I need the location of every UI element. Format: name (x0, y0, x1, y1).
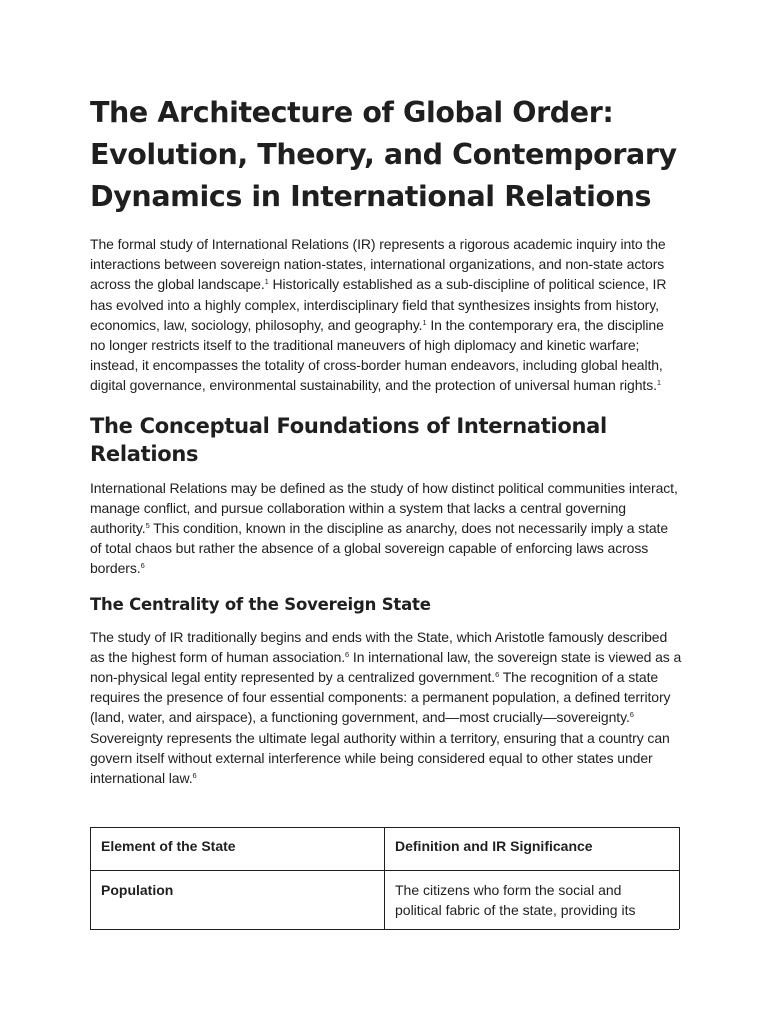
intro-paragraph (90, 234, 682, 396)
footnote-ref[interactable]: 6 (629, 710, 634, 720)
state-elements-table-container (90, 827, 679, 929)
table-row (91, 871, 680, 929)
footnote-ref[interactable]: 6 (345, 649, 350, 659)
intro-text-2: Historically established as a sub-discipline of political science, IR has evolved into a highly complex, interdisciplinary field that synthesizes insights from history, economics, law, sociology, philosophy, and geography. (90, 276, 667, 333)
footnote-ref[interactable]: 1 (264, 277, 269, 287)
footnote-ref[interactable]: 6 (495, 670, 500, 680)
state-text-4: Sovereignty represents the ultimate legal authority within a territory, ensuring that a country can govern itself without external interference while being considered equal to other states under international law. (90, 729, 670, 787)
document-body (90, 92, 682, 930)
document-title: The Architecture of Global Order: Evolution, Theory, and Contemporary Dynamics in International Relations (90, 96, 677, 213)
conceptual-foundations-paragraph (90, 478, 682, 579)
table-header-cell: Element of the State (91, 828, 385, 871)
foundations-text-1: International Relations may be defined as the study of how distinct political communities interact, manage conflict, and pursue collaboration within a system that lacks a central governing authority. (90, 479, 678, 537)
footnote-ref[interactable]: 6 (192, 771, 197, 781)
table-header-row (91, 828, 680, 871)
state-text-1: The study of IR traditionally begins and ends with the State, which Aristotle famously described as the highest form of human association. (90, 628, 668, 665)
state-elements-table (90, 827, 680, 928)
intro-text-1: The formal study of International Relations (IR) represents a rigorous academic inquiry into the interactions between sovereign nation-states, international organizations, and non-state actors across the global landscape. (90, 236, 666, 293)
sovereign-state-paragraph (90, 627, 682, 789)
state-text-2: In international law, the sovereign state is viewed as a non-physical legal entity represented by a centralized government. (90, 648, 682, 686)
subsection-heading-sovereign-state: The Centrality of the Sovereign State (90, 594, 431, 614)
table-cell-definition: The citizens who form the social and political fabric of the state, providing its (385, 871, 680, 929)
table-cell-element: Population (91, 871, 385, 929)
footnote-ref[interactable]: 5 (145, 521, 150, 531)
intro-text-3: In the contemporary era, the discipline no longer restricts itself to the traditional maneuvers of high diplomacy and kinetic warfare; instead, it encompasses the totality of cross-border human endeavors, including global health, digital governance, environmental sustainability, and the protection of universal human rights. (90, 316, 664, 394)
state-text-3: The recognition of a state requires the presence of four essential components: a permanent population, a defined territory (land, water, and airspace), a functioning government, and—most crucially—sovereignty. (90, 669, 671, 726)
section-heading-conceptual-foundations: The Conceptual Foundations of International Relations (90, 413, 607, 466)
table-bottom-border (90, 929, 679, 930)
footnote-ref[interactable]: 6 (140, 561, 145, 571)
footnote-ref[interactable]: 1 (656, 378, 661, 388)
table-header-cell: Definition and IR Significance (385, 828, 680, 871)
foundations-text-2: This condition, known in the discipline as anarchy, does not necessarily imply a state of total chaos but rather the absence of a global sovereign capable of enforcing laws across borders. (90, 520, 669, 577)
footnote-ref[interactable]: 1 (422, 317, 427, 327)
